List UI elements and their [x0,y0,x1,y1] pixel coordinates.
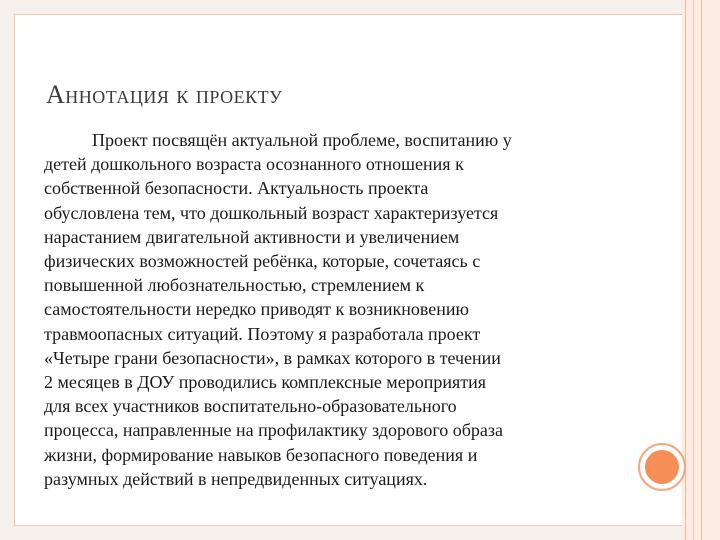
decorative-line [685,0,686,540]
paragraph-line: самостоятельности нередко приводят к возникновению [44,299,469,320]
decorative-line [701,0,702,540]
slide-title: Аннотация к проекту [46,80,283,109]
paragraph-line: детей дошкольного возраста осознанного отношения к [44,154,464,175]
decorative-circle-fill [645,450,679,484]
paragraph-line: жизни, формирование навыков безопасного поведения и [44,444,478,465]
paragraph-line: травмоопасных ситуаций. Поэтому я разработала проект [44,323,481,344]
paragraph-line: 2 месяцев в ДОУ проводились комплексные мероприятия [44,372,487,393]
decorative-line [693,0,694,540]
paragraph-line: нарастанием двигательной активности и увеличением [44,226,460,247]
paragraph-line: процесса, направленные на профилактику здорового образа [44,420,503,441]
paragraph-line: «Четыре грани безопасности», в рамках которого в течении [44,347,501,368]
paragraph-line: Проект посвящён актуальной проблеме, воспитанию у [92,130,512,150]
decorative-circle-icon [638,443,686,491]
paragraph-line: разумных действий в непредвиденных ситуациях. [44,468,428,489]
slide-body-paragraph [44,128,616,491]
paragraph-line: обусловлена тем, что дошкольный возраст характеризуется [44,202,499,223]
paragraph-line: повышенной любознательностью, стремлением к [44,275,425,296]
paragraph-line: физических возможностей ребёнка, которые, сочетаясь с [44,251,481,272]
paragraph-line: для всех участников воспитательно-образовательного [44,396,457,417]
paragraph-line: собственной безопасности. Актуальность проекта [44,178,429,199]
